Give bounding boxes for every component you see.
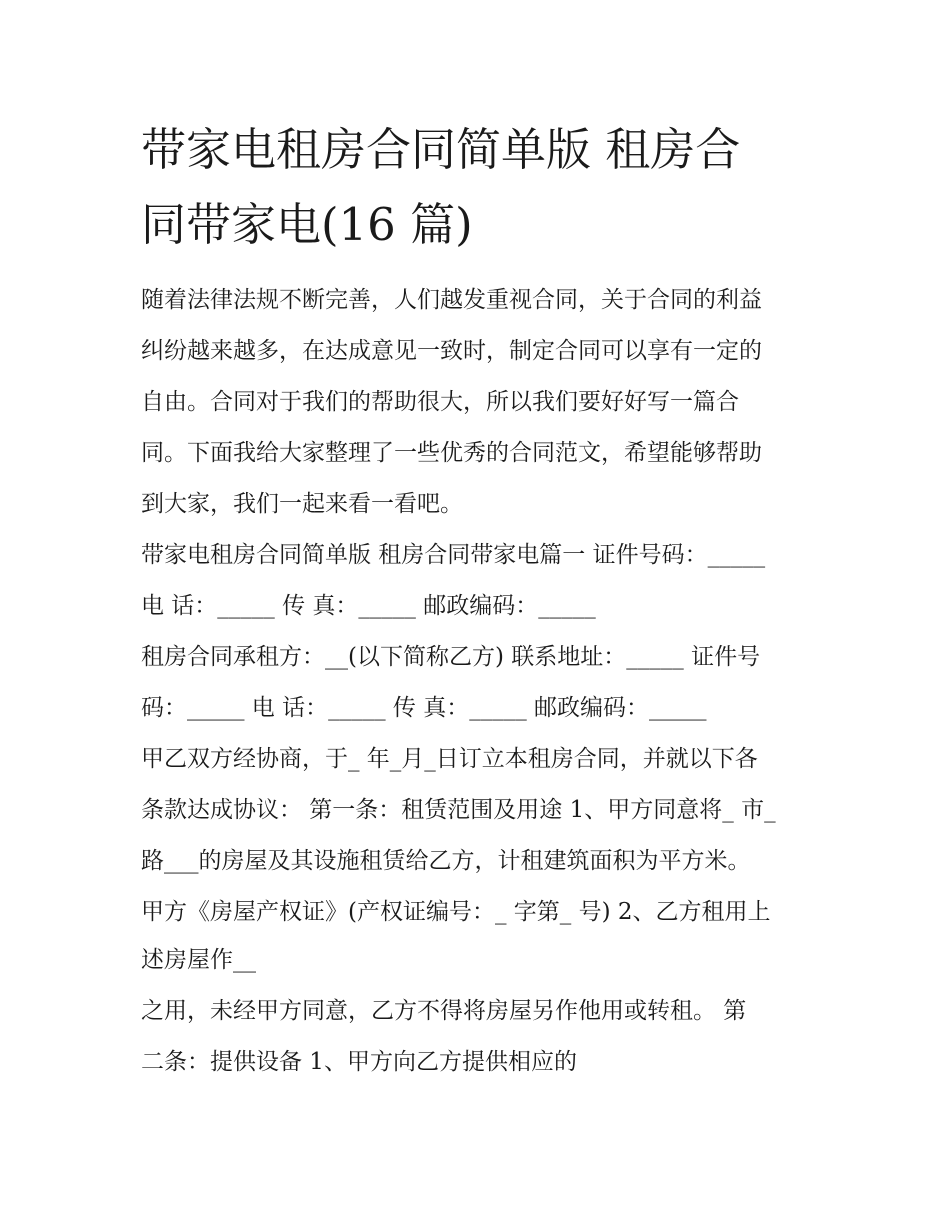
- body-line: 纠纷越来越多，在达成意见一致时，制定合同可以享有一定的: [141, 338, 762, 364]
- body-line: 租房合同承租方：__(以下简称乙方) 联系地址：_____ 证件号: [141, 644, 761, 670]
- body-line: 随着法律法规不断完善，人们越发重视合同，关于合同的利益: [141, 287, 762, 313]
- body-line: 到大家，我们一起来看一看吧。: [141, 491, 463, 517]
- body-line: 甲乙双方经协商，于_ 年_月_日订立本租房合同，并就以下各: [141, 746, 758, 772]
- body-line: 电 话：_____ 传 真：_____ 邮政编码：_____: [141, 593, 596, 619]
- body-line: 二条：提供设备 1、甲方向乙方提供相应的: [141, 1049, 577, 1075]
- body-line: 条款达成协议： 第一条：租赁范围及用途 1、甲方同意将_ 市_: [141, 797, 776, 823]
- body-line: 述房屋作__: [141, 947, 256, 973]
- body-line: 自由。合同对于我们的帮助很大，所以我们要好好写一篇合: [141, 389, 739, 415]
- document-title: [141, 112, 831, 262]
- body-line: 码：_____ 电 话：_____ 传 真：_____ 邮政编码：_____: [141, 695, 707, 721]
- body-line: 之用，未经甲方同意，乙方不得将房屋另作他用或转租。 第: [141, 998, 747, 1024]
- title-line-2: 同带家电(16 篇): [141, 198, 473, 251]
- body-line: 路___的房屋及其设施租赁给乙方，计租建筑面积为平方米。: [141, 848, 751, 874]
- body-line: 带家电租房合同简单版 租房合同带家电篇一 证件号码：_____: [141, 542, 766, 568]
- title-line-1: 带家电租房合同简单版 租房合: [141, 123, 741, 176]
- body-line: 同。下面我给大家整理了一些优秀的合同范文，希望能够帮助: [141, 440, 762, 466]
- body-line: 甲方《房屋产权证》(产权证编号：_ 字第_ 号) 2、乙方租用上: [141, 899, 771, 925]
